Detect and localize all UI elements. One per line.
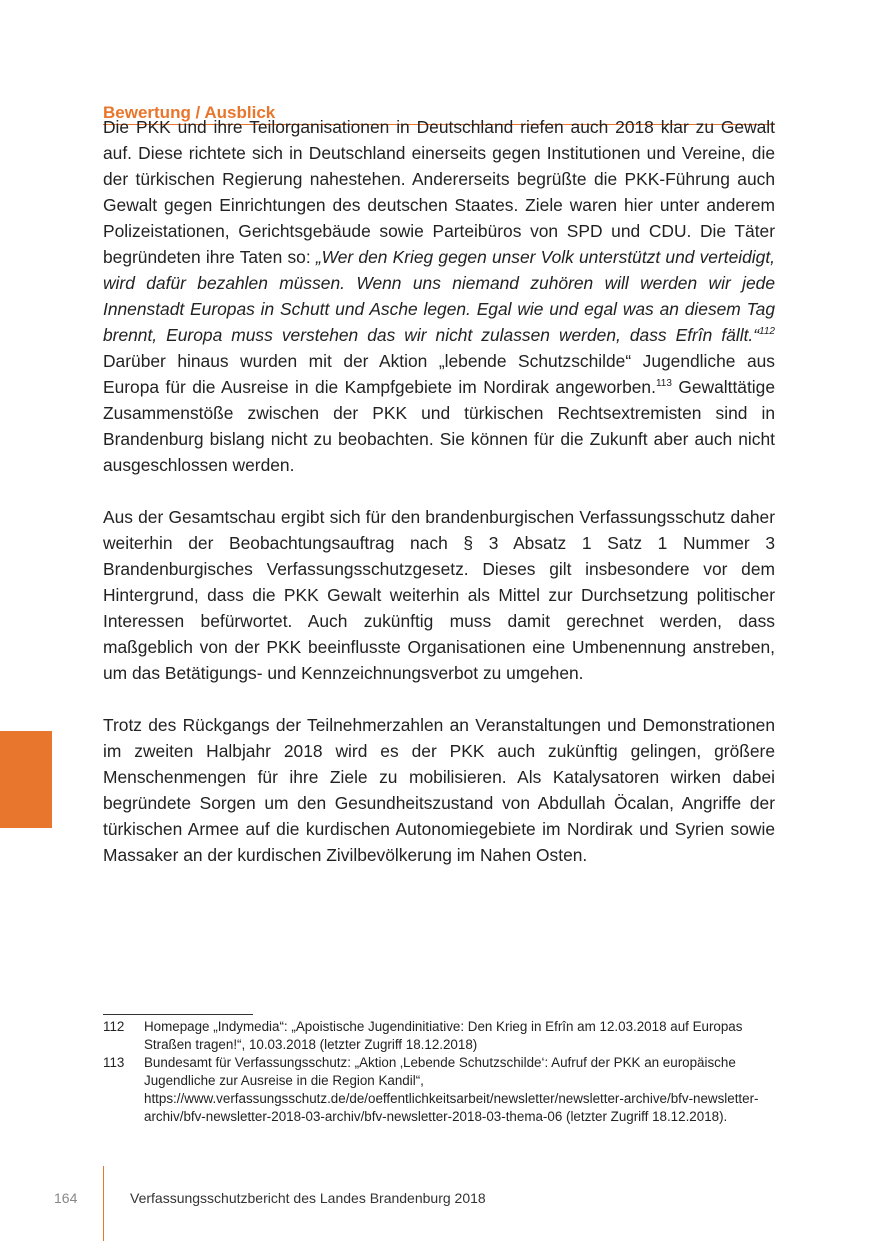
paragraph-1 bbox=[103, 114, 775, 478]
paragraph-1-intro: Die PKK und ihre Teilorganisationen in Deutschland riefen auch 2018 klar zu Gewalt auf. Diese richtete sich in Deutschland einerseits gegen Institutionen und Vereine, die der türkischen Regierung nahestehen. Andererseits begrüßte die PKK-Führung auch Gewalt gegen Einrichtungen des deutschen Staates. Ziele waren hier unter anderem Polizeistationen, Gerichtsgebäude sowie Parteibüros von SPD und CDU. Die Täter begründeten ihre Taten so: bbox=[103, 117, 775, 267]
footnote-number: 112 bbox=[103, 1019, 125, 1034]
footnote-number: 113 bbox=[103, 1055, 125, 1070]
footnote-ref-112[interactable]: 112 bbox=[759, 326, 775, 338]
footnotes bbox=[103, 1018, 775, 1126]
quote-text: „Wer den Krieg gegen unser Volk unterstützt und verteidigt, wird dafür bezahlen müssen. Wenn uns niemand zuhören will werden wir jede Innenstadt Europas in Schutt und Asche legen. Egal wie und egal was an diesem Tag brennt, Europa muss verstehen das wir nicht zulassen werden, dass Efrîn fällt.“ bbox=[103, 247, 775, 345]
footer-title: Verfassungsschutzbericht des Landes Brandenburg 2018 bbox=[130, 1190, 486, 1206]
footnote-112 bbox=[103, 1018, 775, 1054]
chapter-side-tab bbox=[0, 731, 52, 828]
body-text bbox=[103, 114, 775, 868]
page-number: 164 bbox=[54, 1190, 78, 1206]
paragraph-2: Aus der Gesamtschau ergibt sich für den brandenburgischen Verfassungsschutz daher weiterhin der Beobachtungsauftrag nach § 3 Absatz 1 Satz 1 Nummer 3 Brandenburgisches Verfassungsschutzgesetz. Dieses gilt insbesondere vor dem Hintergrund, dass die PKK Gewalt weiterhin als Mittel zur Durchsetzung politischer Interessen befürwortet. Auch zukünftig muss damit gerechnet werden, dass maßgeblich von der PKK beeinflusste Organisationen eine Umbenennung anstreben, um das Betätigungs- und Kennzeichnungsverbot zu umgehen. bbox=[103, 507, 775, 683]
footnote-divider bbox=[103, 1014, 253, 1015]
footnote-text: Homepage „Indymedia“: „Apoistische Jugendinitiative: Den Krieg in Efrîn am 12.03.2018 auf Europas Straßen tragen!“, 10.03.2018 (letzter Zugriff 18.12.2018) bbox=[144, 1019, 743, 1052]
paragraph-1-end: Gewalttätige Zusammenstöße zwischen der PKK und türkischen Rechtsextremisten sind in Brandenburg bislang nicht zu beobachten. Sie können für die Zukunft aber auch nicht ausgeschlossen werden. bbox=[103, 377, 775, 475]
paragraph-1-middle: Darüber hinaus wurden mit der Aktion „lebende Schutzschilde“ Jugendliche aus Europa für die Ausreise in die Kampfgebiete im Nordirak angeworben. bbox=[103, 351, 775, 397]
footnote-ref-113[interactable]: 113 bbox=[655, 378, 672, 390]
footer-divider bbox=[103, 1166, 104, 1241]
paragraph-3: Trotz des Rückgangs der Teilnehmerzahlen an Veranstaltungen und Demonstrationen im zweiten Halbjahr 2018 wird es der PKK auch zukünftig gelingen, größere Menschenmengen für ihre Ziele zu mobilisieren. Als Katalysatoren wirken dabei begründete Sorgen um den Gesundheitszustand von Abdullah Öcalan, Angriffe der türkischen Armee auf die kurdischen Autonomiegebiete im Nordirak und Syrien sowie Massaker an der kurdischen Zivilbevölkerung im Nahen Osten. bbox=[103, 715, 775, 865]
footnote-text: Bundesamt für Verfassungsschutz: „Aktion ‚Lebende Schutzschilde‘: Aufruf der PKK an europäische Jugendliche zur Ausreise in die Region Kandil“, https://www.verfassungsschutz.de/de/oeffentlichkeitsarbeit/newsletter/newsletter-archive/bfv-newsletter-archiv/bfv-newsletter-2018-03-archiv/bfv-newsletter-2018-03-thema-06 (letzter Zugriff 18.12.2018). bbox=[144, 1055, 759, 1124]
section-heading: Bewertung / Ausblick bbox=[103, 103, 775, 125]
footnote-113 bbox=[103, 1054, 775, 1126]
